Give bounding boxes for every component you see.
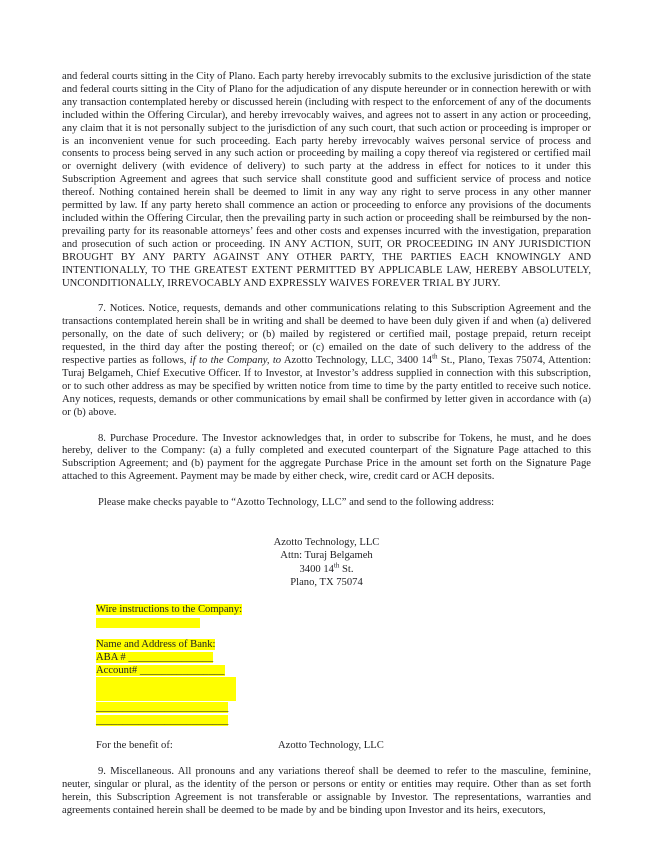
aba-number-field	[96, 651, 591, 664]
paragraph-notices	[62, 303, 591, 419]
jurisdiction-text: and federal courts sitting in the City of Plano. Each party hereby irrevocably submits to the exclusive jurisdiction of the state and federal courts sitting in the City of Plano for the adjudication of any dispute hereunder or in connection herewith or with any transaction contemplated hereby or discussed herein (including with respect to the enforcement of any of the documents included within the Offering Circular), and hereby irrevocably waives, and agrees not to assert in any action or proceeding, any claim that it is not personally subject to the jurisdiction of any such court, that such action or proceeding is improper or is an inconvenient venue for such proceeding. Each party hereby irrevocably waives personal service of process and consents to process being served in any such action or proceeding by mailing a copy thereof via registered or certified mail or overnight delivery (with evidence of delivery) to such party at the address in effect for notices to it under this Subscription Agreement and agrees that such service shall constitute good and sufficient service of process and notice thereof. Nothing contained herein shall be deemed to limit in any way any right to serve process in any other manner permitted by law. If any party hereto shall commence an action or proceeding to enforce any provisions of the documents included within the Offering Circular, then the prevailing party in such action or proceeding shall be reimbursed by the non-prevailing party for its reasonable attorneys’ fees and other costs and expenses incurred with the investigation, preparation and prosecution of such action or proceeding.	[62, 71, 591, 250]
notices-text-mid: Azotto Technology, LLC, 3400 14	[281, 355, 433, 367]
blank-underline-2-text: _________________________	[96, 714, 229, 726]
white-gap	[96, 628, 591, 638]
company-address-block	[62, 536, 591, 589]
highlight-blank-block	[96, 677, 236, 701]
benefit-value: Azotto Technology, LLC	[278, 739, 384, 751]
blank-underline-1	[96, 701, 591, 714]
address-company-name: Azotto Technology, LLC	[273, 537, 380, 549]
account-label: Account#	[96, 664, 140, 676]
address-attn-line: Attn: Turaj Belgameh	[280, 550, 373, 562]
checks-payable-line: Please make checks payable to “Azotto Technology, LLC” and send to the following address:	[98, 497, 495, 509]
address-street-line	[62, 560, 591, 576]
notices-italic-phrase: if to the Company, to	[189, 355, 282, 367]
aba-label: ABA #	[96, 651, 129, 663]
address-street-number: 3400 14	[299, 563, 334, 575]
benefit-row	[96, 739, 591, 752]
address-city-line: Plano, TX 75074	[290, 576, 363, 588]
paragraph-jurisdiction	[62, 71, 591, 290]
aba-blank-underline: ________________	[128, 651, 214, 663]
highlight-blank-line	[96, 618, 200, 628]
paragraph-miscellaneous: 9. Miscellaneous. All pronouns and any variations thereof shall be deemed to refer to the masculine, feminine, neuter, singular or plural, as the identity of the person or persons or entity or entities may require. Other than as set forth herein, this Subscription Agreement is not transferable or assignable by Investor. The representations, warranties and agreements contained herein shall be deemed to be made by and be binding upon Investor and its heirs, executors,	[62, 765, 591, 816]
wire-instructions-title	[96, 603, 591, 616]
notices-text-before: 7. Notices. Notice, requests, demands and other communications relating to this Subscription Agreement and the transactions contemplated herein shall be in writing and shall be deemed to have been duly given if and when (a) delivered personally, on the date of such delivery; or (b) mailed by registered or certified mail, postage prepaid, return receipt requested, in the third day after the posting thereof; or (c) emailed on the date of such delivery to the address of the respective parties as follows,	[62, 303, 591, 367]
bank-name-address-label	[96, 638, 591, 651]
benefit-label: For the benefit of:	[96, 739, 173, 751]
jury-waiver-caps-text: IN ANY ACTION, SUIT, OR PROCEEDING IN ANY JURISDICTION BROUGHT BY ANY PARTY AGAINST ANY OTHER PARTY, THE PARTIES EACH KNOWINGLY AND INTENTIONALLY, TO THE GREATEST EXTENT PERMITTED BY APPLICABLE LAW, HEREBY ABSOLUTELY, UNCONDITIONALLY, IRREVOCABLY AND EXPRESSLY WAIVES FOREVER TRIAL BY JURY.	[62, 238, 591, 289]
address-ordinal-superscript: th	[333, 560, 340, 569]
paragraph-purchase-procedure: 8. Purchase Procedure. The Investor acknowledges that, in order to subscribe for Tokens, he must, and he does hereby, deliver to the Company: (a) a fully completed and executed counterpart of the Signature Page attached to this Subscription Agreement; and (b) payment for the aggregate Purchase Price in the amount set forth on the Signature Page attached to this Agreement. Payment may be made by either check, wire, credit card or ACH deposits.	[62, 432, 591, 483]
wire-instructions-title-text: Wire instructions to the Company:	[96, 603, 243, 615]
blank-underline-1-text: _________________________	[96, 701, 229, 713]
notices-text-after: St., Plano, Texas 75074, Attention: Turaj Belgameh, Chief Executive Officer. If to Investor, at Investor’s address supplied in connection with this subscription, or to such other address as may be specified by written notice from time to time by the party entitled to receive such notice. Any notices, requests, demands or other communications by email shall be confirmed by letter given in accordance with (a) or (b) above.	[62, 355, 592, 418]
address-street-suffix: St.	[339, 563, 354, 575]
account-number-field	[96, 664, 591, 677]
blank-underline-2	[96, 714, 591, 727]
account-blank-underline: ________________	[139, 664, 225, 676]
bank-name-address-label-text: Name and Address of Bank:	[96, 638, 216, 650]
notices-ordinal-superscript: th	[432, 352, 438, 361]
wire-instructions-block	[96, 603, 591, 727]
